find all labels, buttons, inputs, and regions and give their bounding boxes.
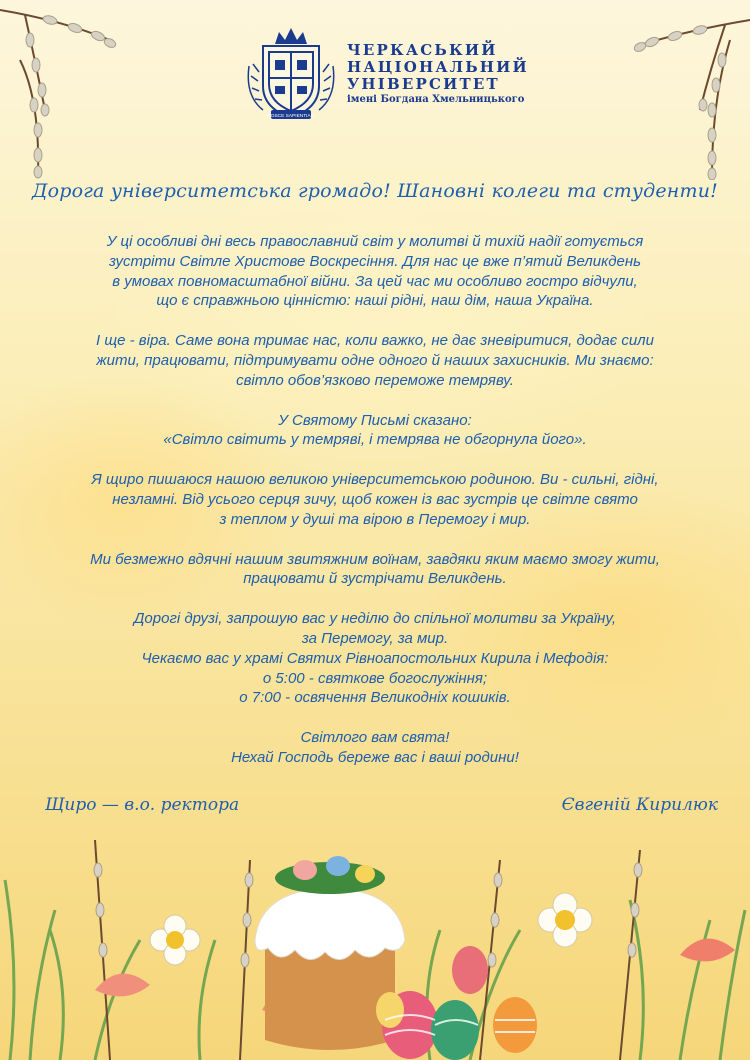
text-line: «Світло світить у темряві, і темрява не обгорнула його». <box>163 431 587 449</box>
text-line: Ми безмежно вдячні нашим звитяжним воїнам, завдяки яким маємо змогу жити, <box>90 550 660 568</box>
text-line: працювати й зустрічати Великдень. <box>243 570 507 588</box>
greeting-title: Дорога університетська громадо! Шановні колеги та студенти! <box>31 180 719 202</box>
text-line: У ці особливі дні весь православний світ у молитві й тихій надії готується <box>106 233 644 250</box>
university-name <box>347 42 529 106</box>
text-line: з теплом у душі та вірою в Перемогу і мир. <box>219 510 531 528</box>
paragraph-2 <box>30 331 720 390</box>
paragraph-4 <box>30 470 720 529</box>
university-name-line1: ЧЕРКАСЬКИЙ <box>347 41 498 59</box>
text-line: незламні. Від усього серця зичу, щоб кожен із вас зустрів це світле свято <box>112 490 638 508</box>
text-line: о 5:00 - святкове богослужіння; <box>262 669 488 687</box>
text-line: в умовах повномасштабної війни. За цей час ми особливо гостро відчули, <box>112 272 638 290</box>
letter-body <box>30 232 720 788</box>
text-line: жити, працювати, підтримувати одне одного й наших захисників. Ми знаємо: <box>96 351 654 369</box>
text-line: Я щиро пишаюся нашою великою університетською родиною. Ви - сильні, гідні, <box>91 471 659 489</box>
text-line: Дорогі друзі, запрошую вас у неділю до спільної молитви за Україну, <box>133 610 617 628</box>
paragraph-5 <box>30 550 720 590</box>
text-line: за Перемогу, за мир. <box>301 629 449 647</box>
easter-illustration-decoration <box>0 820 750 1060</box>
text-line: У Святому Письмі сказано: <box>278 411 472 429</box>
university-name-line3: УНІВЕРСИТЕТ <box>347 75 500 93</box>
text-line: зустріти Світле Христове Воскресіння. Для нас це вже п’ятий Великдень <box>109 252 641 270</box>
university-name-subtitle: імені Богдана Хмельницького <box>347 94 525 105</box>
text-line: що є справжньою цінністю: наші рідні, наш дім, наша Україна. <box>156 292 594 310</box>
paragraph-6-invitation <box>30 609 720 708</box>
text-line: світло обов’язково переможе темряву. <box>236 371 514 389</box>
text-line: о 7:00 - освячення Великодніх кошиків. <box>239 689 511 707</box>
text-line: Світлого вам свята! <box>300 729 450 747</box>
text-line: Чекаємо вас у храмі Святих Рівноапостольних Кирила і Мефодія: <box>141 649 609 667</box>
university-name-line2: НАЦІОНАЛЬНИЙ <box>347 58 529 76</box>
text-line: І ще - віра. Саме вона тримає нас, коли важко, не дає зневіритися, додає сили <box>96 332 654 350</box>
signature-title: Щиро — в.о. ректора <box>45 795 240 815</box>
university-emblem-icon <box>245 26 337 122</box>
emblem-motto: NOSCE SAPIENTIAM <box>267 114 315 119</box>
paragraph-3-scripture <box>30 411 720 451</box>
willow-branch-right-decoration <box>600 0 750 180</box>
university-header <box>245 26 529 121</box>
text-line: Нехай Господь береже вас і ваші родини! <box>231 748 519 766</box>
paragraph-7-closing <box>30 728 720 768</box>
willow-branch-left-decoration <box>0 0 150 180</box>
signature-name: Євгеній Кирилюк <box>561 795 718 815</box>
paragraph-1 <box>30 232 720 311</box>
